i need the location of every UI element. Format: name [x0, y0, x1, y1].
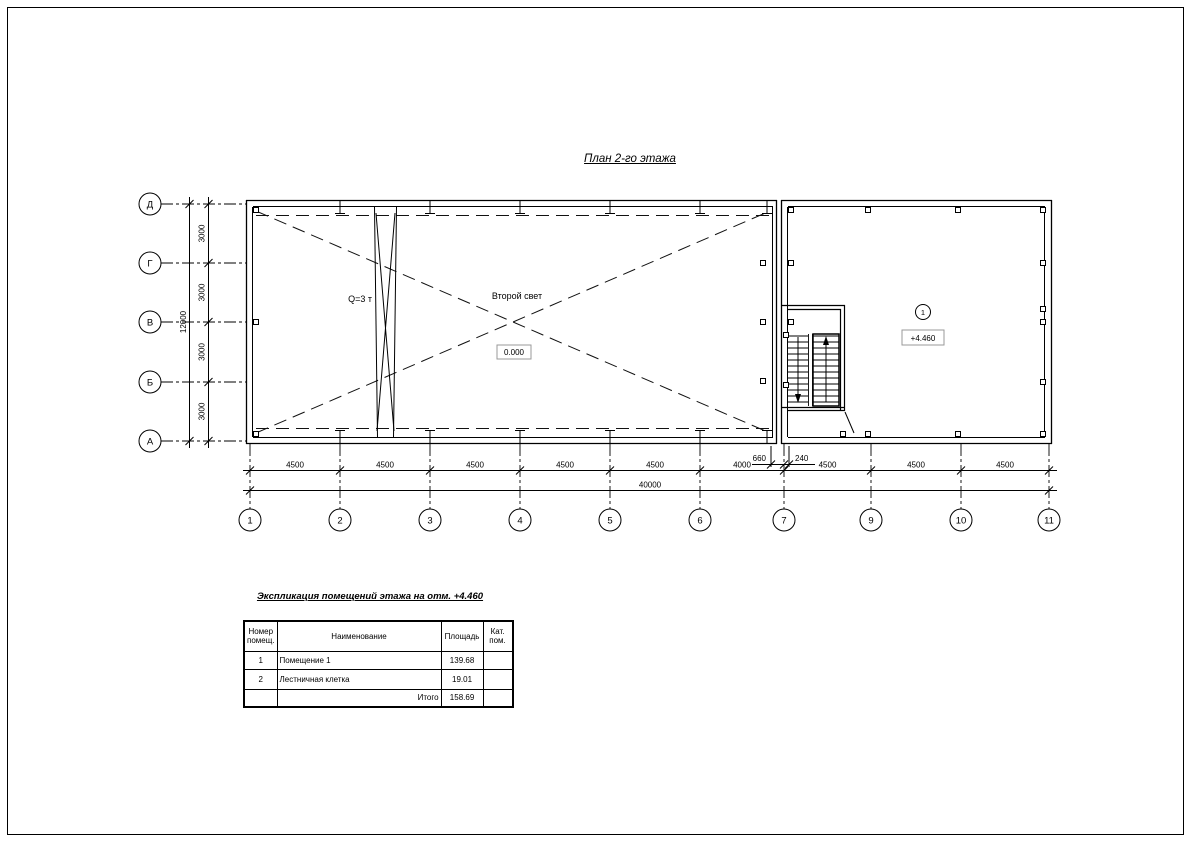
- column-square-mark: [1041, 208, 1046, 213]
- dim-label: 4500: [556, 460, 574, 470]
- axis-bubble-label: 6: [697, 515, 703, 527]
- column-square-mark: [1041, 320, 1046, 325]
- void-label: Второй свет: [491, 291, 543, 301]
- dim-660: 660: [752, 454, 766, 463]
- column-square-mark: [866, 432, 871, 437]
- dim-label: 4500: [286, 460, 304, 470]
- column-square-mark: [866, 208, 871, 213]
- column-square-mark: [789, 320, 794, 325]
- header-category: Кат. пом.: [483, 621, 513, 651]
- cell-room-category: [483, 689, 513, 707]
- cell-room-category: [483, 669, 513, 689]
- crane-runway: [348, 207, 396, 437]
- column-square-mark: [761, 379, 766, 384]
- cell-room-number: [244, 689, 277, 707]
- column-square-mark: [1041, 261, 1046, 266]
- column-square-mark: [1041, 380, 1046, 385]
- schedule-row: [244, 669, 513, 689]
- dim-label: 3000: [197, 402, 207, 421]
- schedule-header-row: [244, 621, 513, 651]
- axis-bubble-label: 7: [781, 515, 787, 527]
- dim-label: 4500: [376, 460, 394, 470]
- cell-room-name: Помещение 1: [277, 651, 441, 669]
- cell-room-number: 2: [244, 669, 277, 689]
- column-square-mark: [789, 208, 794, 213]
- dim-240: 240: [795, 454, 809, 463]
- crane-capacity-label: Q=3 т: [348, 294, 372, 304]
- axis-bubble-label: 1: [247, 515, 253, 527]
- column-marks: [254, 201, 1046, 443]
- dim-label: 4500: [646, 460, 664, 470]
- column-square-mark: [956, 432, 961, 437]
- header-area: Площадь: [441, 621, 483, 651]
- cell-room-area: 139.68: [441, 651, 483, 669]
- dim-label: 4500: [907, 460, 925, 470]
- dim-total-12000: 12000: [179, 310, 188, 334]
- dim-label: 3000: [197, 224, 207, 243]
- schedule-total-row: [244, 689, 513, 707]
- column-square-mark: [789, 261, 794, 266]
- void-opening: [256, 211, 770, 433]
- header-name: Наименование: [277, 621, 441, 651]
- column-square-mark: [1041, 432, 1046, 437]
- axis-bubble-label: А: [146, 436, 154, 448]
- column-square-mark: [254, 320, 259, 325]
- cell-room-area: 19.01: [441, 669, 483, 689]
- axis-bubble-label: 11: [1044, 515, 1054, 527]
- header-room-number: Номер помещ.: [244, 621, 277, 651]
- cell-room-category: [483, 651, 513, 669]
- column-square-mark: [841, 432, 846, 437]
- dim-total-40000: 40000: [638, 480, 662, 490]
- axis-bubble-label: 10: [955, 515, 967, 527]
- axis-bubbles: [139, 193, 1060, 531]
- axis-bubble-label: В: [146, 317, 154, 329]
- walls: [246, 200, 1052, 444]
- axis-bubble-label: Б: [146, 377, 154, 389]
- column-square-mark: [254, 432, 259, 437]
- dimension-labels: [179, 224, 1014, 489]
- axis-bubble-label: 9: [868, 515, 874, 527]
- dim-label: 3000: [197, 343, 207, 361]
- column-square-mark: [784, 383, 789, 388]
- axis-bubble-label: 5: [607, 515, 613, 527]
- column-square-mark: [784, 333, 789, 338]
- small-dimensions: [752, 446, 815, 469]
- stair-up-arrow: [823, 336, 829, 345]
- dim-label: 4500: [818, 460, 837, 470]
- schedule-title: Экспликация помещений этажа на отм. +4.460: [256, 591, 484, 602]
- axis-bubble-label: 4: [517, 515, 523, 527]
- dimension-lines: [186, 197, 1058, 495]
- dim-label: 3000: [197, 283, 207, 302]
- cell-room-number: 1: [244, 651, 277, 669]
- column-square-mark: [1041, 307, 1046, 312]
- level-marks: [497, 305, 944, 360]
- column-square-mark: [956, 208, 961, 213]
- dim-label: 4500: [466, 460, 484, 470]
- drawing-title: План 2-го этажа: [584, 153, 676, 165]
- axis-bubble-label: 3: [427, 515, 433, 527]
- dim-label: 4000: [733, 460, 751, 470]
- axis-bubble-label: Г: [147, 258, 153, 270]
- schedule-row: [244, 651, 513, 669]
- column-square-mark: [254, 208, 259, 213]
- axis-bubble-label: 2: [337, 515, 343, 527]
- room-number-bubble: 1: [920, 308, 926, 317]
- column-square-mark: [761, 320, 766, 325]
- door-leaf: [845, 412, 854, 433]
- floor-level-mark: +4.460: [910, 334, 936, 343]
- dim-label: 4500: [996, 460, 1014, 470]
- level-zero-mark: 0.000: [503, 348, 525, 357]
- cell-room-name: Лестничная клетка: [277, 669, 441, 689]
- cell-total-label: Итого: [277, 689, 441, 707]
- cell-total-area: 158.69: [441, 689, 483, 707]
- column-square-mark: [761, 261, 766, 266]
- room-schedule-table: [243, 620, 514, 708]
- axis-bubble-label: Д: [146, 199, 154, 211]
